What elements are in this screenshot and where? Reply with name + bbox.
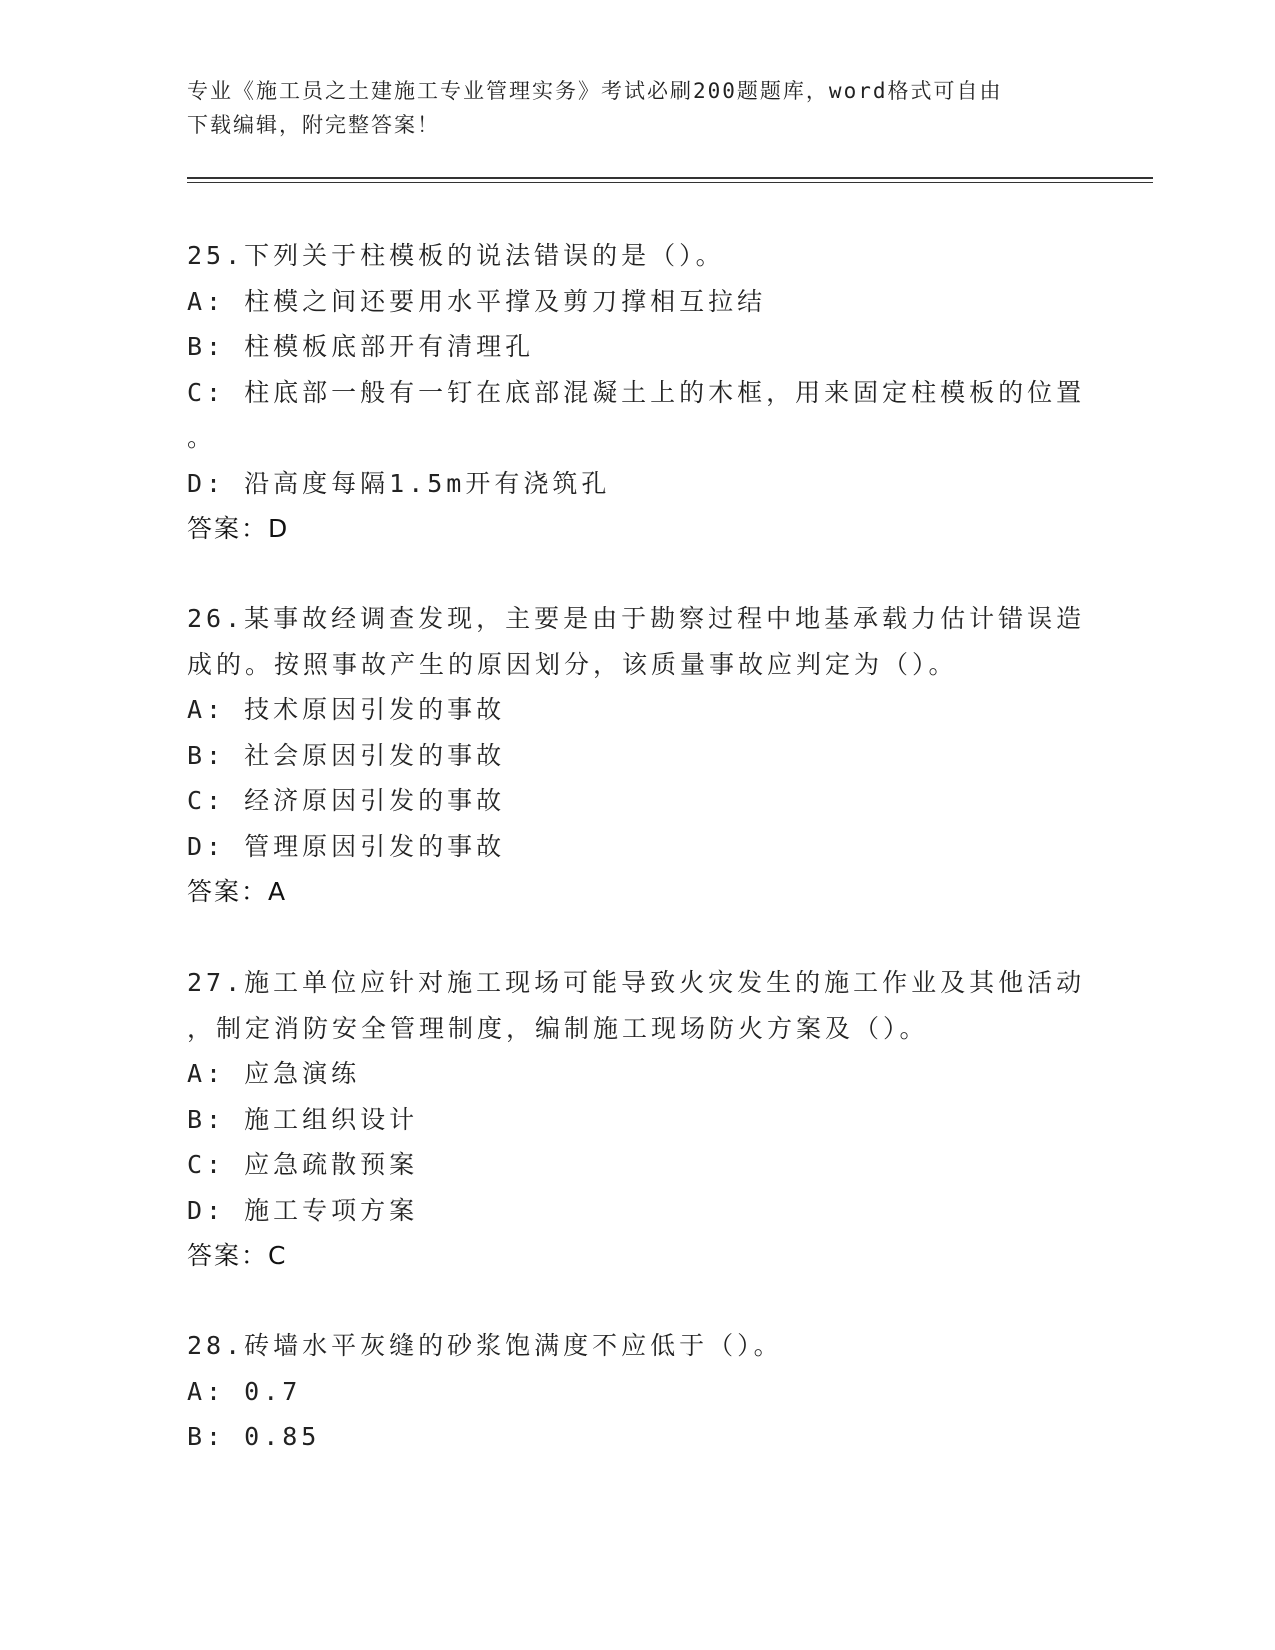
answer-label: 答案：D (187, 514, 290, 543)
option-c: C: 柱底部一般有一钉在底部混凝土上的木框，用来固定柱模板的位置 (187, 377, 1086, 407)
option-c: C: 经济原因引发的事故 (187, 786, 506, 815)
question-stem: 28.砖墙水平灰缝的砂浆饱满度不应低于（）。 (187, 1331, 783, 1360)
option-a: A: 技术原因引发的事故 (187, 695, 506, 724)
header-title-line-1: 专业《施工员之土建施工专业管理实务》考试必刷200题题库，word格式可自由 (187, 79, 1003, 103)
header-divider-thick (187, 177, 1153, 179)
header-divider-thin (187, 182, 1153, 183)
option-c: C: 应急疏散预案 (187, 1150, 419, 1179)
option-c-continuation: 。 (187, 423, 217, 452)
answer-label: 答案：C (187, 1241, 288, 1270)
option-d: D: 施工专项方案 (187, 1195, 419, 1225)
question-stem-line-1: 26.某事故经调查发现，主要是由于勘察过程中地基承载力估计错误造 (187, 604, 1086, 633)
answer-label: 答案：A (187, 877, 288, 906)
option-b: B: 社会原因引发的事故 (187, 740, 506, 770)
question-stem: 25.下列关于柱模板的说法错误的是（）。 (187, 241, 725, 270)
option-b: B: 施工组织设计 (187, 1104, 419, 1134)
option-d: D: 管理原因引发的事故 (187, 831, 506, 861)
question-stem-line-2: 成的。按照事故产生的原因划分，该质量事故应判定为（）。 (187, 649, 958, 679)
option-d: D: 沿高度每隔1.5m开有浇筑孔 (187, 468, 611, 498)
question-stem-line-2: ，制定消防安全管理制度，编制施工现场防火方案及（）。 (187, 1013, 929, 1043)
option-b: B: 0.85 (187, 1422, 321, 1451)
question-stem-line-1: 27.施工单位应针对施工现场可能导致火灾发生的施工作业及其他活动 (187, 968, 1086, 997)
header-title-line-2: 下载编辑，附完整答案！ (187, 113, 440, 137)
question-28 (187, 1323, 1067, 1460)
option-a: A: 柱模之间还要用水平撑及剪刀撑相互拉结 (187, 286, 767, 316)
option-a: A: 应急演练 (187, 1059, 361, 1088)
question-27 (187, 960, 1086, 1279)
option-a: A: 0.7 (187, 1376, 302, 1406)
question-25 (187, 233, 1086, 552)
option-b: B: 柱模板底部开有清理孔 (187, 332, 535, 361)
question-26 (187, 596, 1086, 915)
document-header (187, 74, 1067, 142)
